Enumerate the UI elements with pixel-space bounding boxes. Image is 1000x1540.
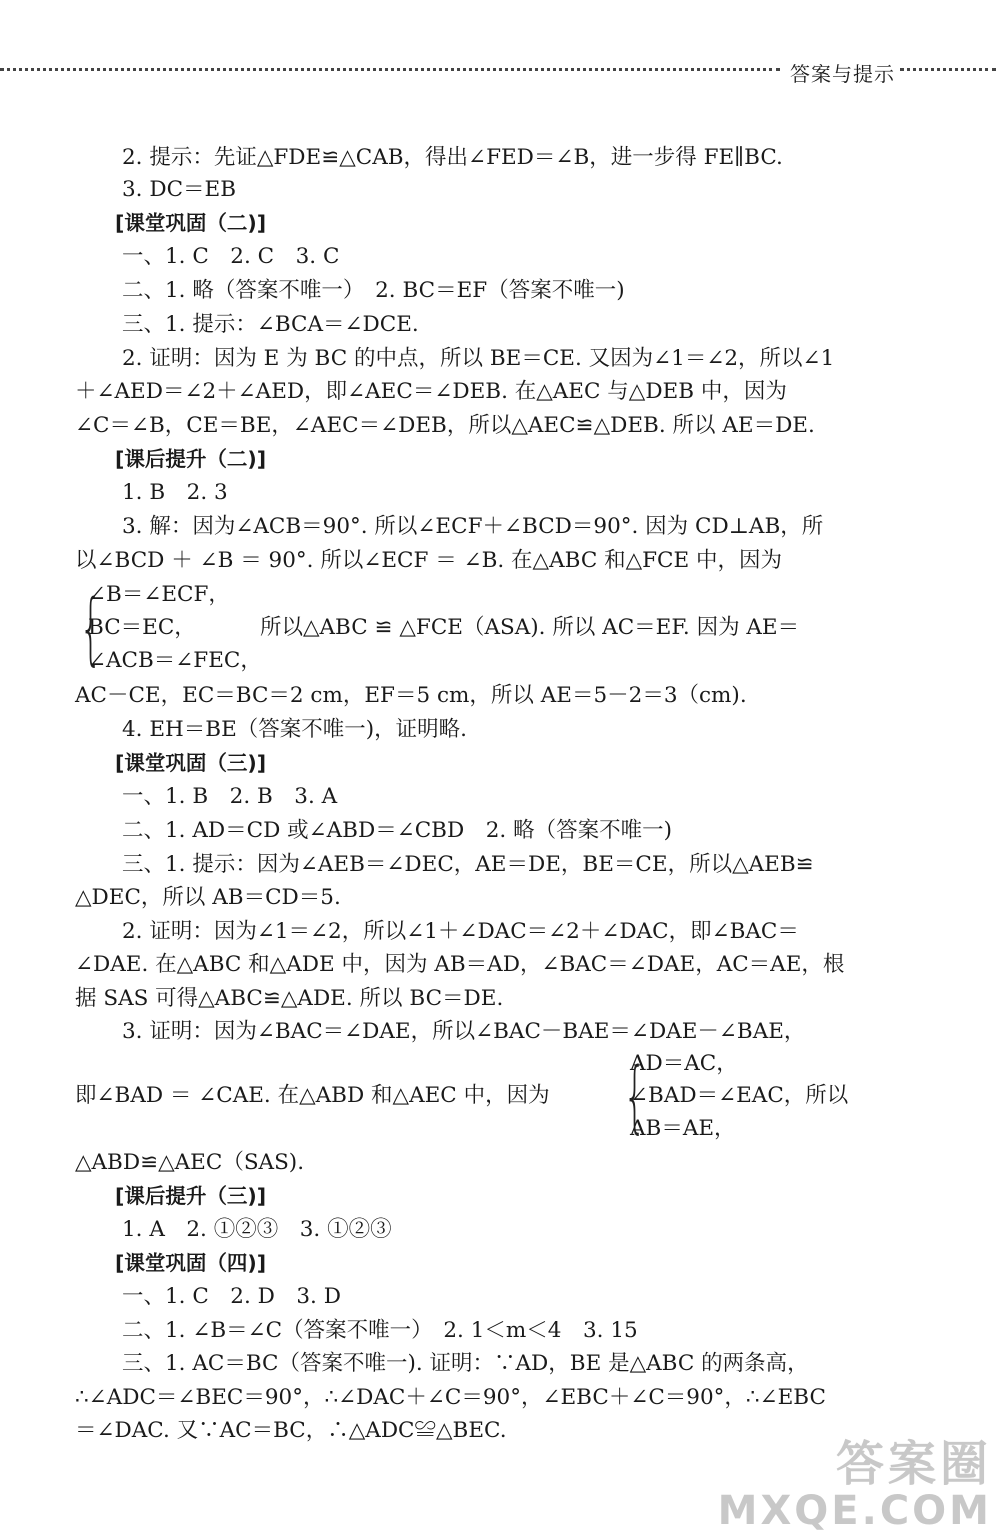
header-dotted-rule: [0, 68, 780, 71]
text-line: 1. A 2. ①②③ 3. ①②③: [122, 1217, 392, 1242]
text-line: ∴∠ADC＝∠BEC＝90°，∴∠DAC＋∠C＝90°，∠EBC＋∠C＝90°，∴∠EBC: [75, 1385, 826, 1410]
text-line: AC－CE，EC＝BC＝2 cm，EF＝5 cm，所以 AE＝5－2＝3（cm).: [75, 683, 747, 708]
text-line: 三、1. 提示：∠BCA＝∠DCE.: [122, 312, 419, 337]
text-line: ∠B＝∠ECF，: [88, 582, 230, 607]
text-line: AB＝AE，: [630, 1116, 736, 1141]
text-line: BC＝EC，: [88, 615, 196, 640]
header-title: 答案与提示: [790, 62, 895, 86]
text-line: 所以△ABC ≌ △FCE（ASA). 所以 AC＝EF. 因为 AE＝: [260, 615, 800, 640]
text-line: 二、1. AD＝CD 或∠ABD＝∠CBD 2. 略（答案不唯一): [122, 818, 672, 843]
text-line: ∠ACB＝∠FEC，: [88, 648, 262, 673]
text-line: ＝∠DAC. 又∵AC＝BC，∴△ADC≌△BEC.: [75, 1418, 507, 1443]
text-line: 二、1. ∠B＝∠C（答案不唯一） 2. 1＜m＜4 3. 15: [122, 1318, 638, 1343]
text-line: 2. 证明：因为 E 为 BC 的中点，所以 BE＝CE. 又因为∠1＝∠2，所以∠1: [122, 346, 835, 371]
section-heading: [课堂巩固（二)]: [115, 211, 267, 235]
section-heading: [课后提升（三)]: [115, 1184, 267, 1208]
text-line: ∠DAE. 在△ABC 和△ADE 中，因为 AB＝AD，∠BAC＝∠DAE，AC＝AE，根: [75, 952, 845, 977]
text-line: 一、1. C 2. C 3. C: [122, 244, 340, 269]
text-line: ＋∠AED＝∠2＋∠AED，即∠AEC＝∠DEB. 在△AEC 与△DEB 中，因为: [75, 379, 787, 404]
text-line: 即∠BAD ＝ ∠CAE. 在△ABD 和△AEC 中，因为: [75, 1083, 550, 1108]
text-line: AD＝AC，: [630, 1051, 738, 1076]
section-heading: [课堂巩固（四)]: [115, 1251, 267, 1275]
text-line: 以∠BCD ＋ ∠B ＝ 90°. 所以∠ECF ＝ ∠B. 在△ABC 和△FCE 中，因为: [75, 548, 783, 573]
brace-symbol: {: [79, 584, 102, 674]
text-line: 2. 提示：先证△FDE≌△CAB，得出∠FED＝∠B，进一步得 FE∥BC.: [122, 145, 783, 170]
text-line: ∠C＝∠B，CE＝BE，∠AEC＝∠DEB，所以△AEC≌△DEB. 所以 AE＝DE.: [75, 413, 815, 438]
brace-symbol: {: [623, 1052, 646, 1142]
text-line: 3. DC＝EB: [122, 177, 237, 202]
watermark-url: MXQE.COM: [717, 1488, 992, 1534]
section-heading: [课堂巩固（三)]: [115, 751, 267, 775]
text-line: 一、1. C 2. D 3. D: [122, 1284, 341, 1309]
text-line: 4. EH＝BE（答案不唯一)，证明略.: [122, 717, 468, 742]
text-line: 三、1. AC＝BC（答案不唯一). 证明：∵AD，BE 是△ABC 的两条高，: [122, 1351, 809, 1376]
text-line: 一、1. B 2. B 3. A: [122, 784, 338, 809]
text-line: ∠BAD＝∠EAC，所以: [630, 1083, 849, 1108]
text-line: 二、1. 略（答案不唯一） 2. BC＝EF（答案不唯一): [122, 278, 625, 303]
text-line: 据 SAS 可得△ABC≌△ADE. 所以 BC＝DE.: [75, 986, 504, 1011]
section-heading: [课后提升（二)]: [115, 447, 267, 471]
text-line: 三、1. 提示：因为∠AEB＝∠DEC，AE＝DE，BE＝CE，所以△AEB≌: [122, 852, 814, 877]
text-line: 3. 解：因为∠ACB＝90°. 所以∠ECF＋∠BCD＝90°. 因为 CD⊥AB，所: [122, 514, 824, 539]
text-line: 3. 证明：因为∠BAC＝∠DAE，所以∠BAC－BAE＝∠DAE－∠BAE，: [122, 1019, 806, 1044]
watermark: [718, 1438, 992, 1532]
text-line: 1. B 2. 3: [122, 480, 228, 505]
text-line: 2. 证明：因为∠1＝∠2，所以∠1＋∠DAC＝∠2＋∠DAC，即∠BAC＝: [122, 919, 799, 944]
watermark-logo-text: 答案圈: [835, 1436, 992, 1492]
header-dotted-rule-right: [900, 68, 996, 71]
text-line: △DEC，所以 AB＝CD＝5.: [75, 885, 341, 910]
text-line: △ABD≌△AEC（SAS).: [75, 1150, 305, 1175]
